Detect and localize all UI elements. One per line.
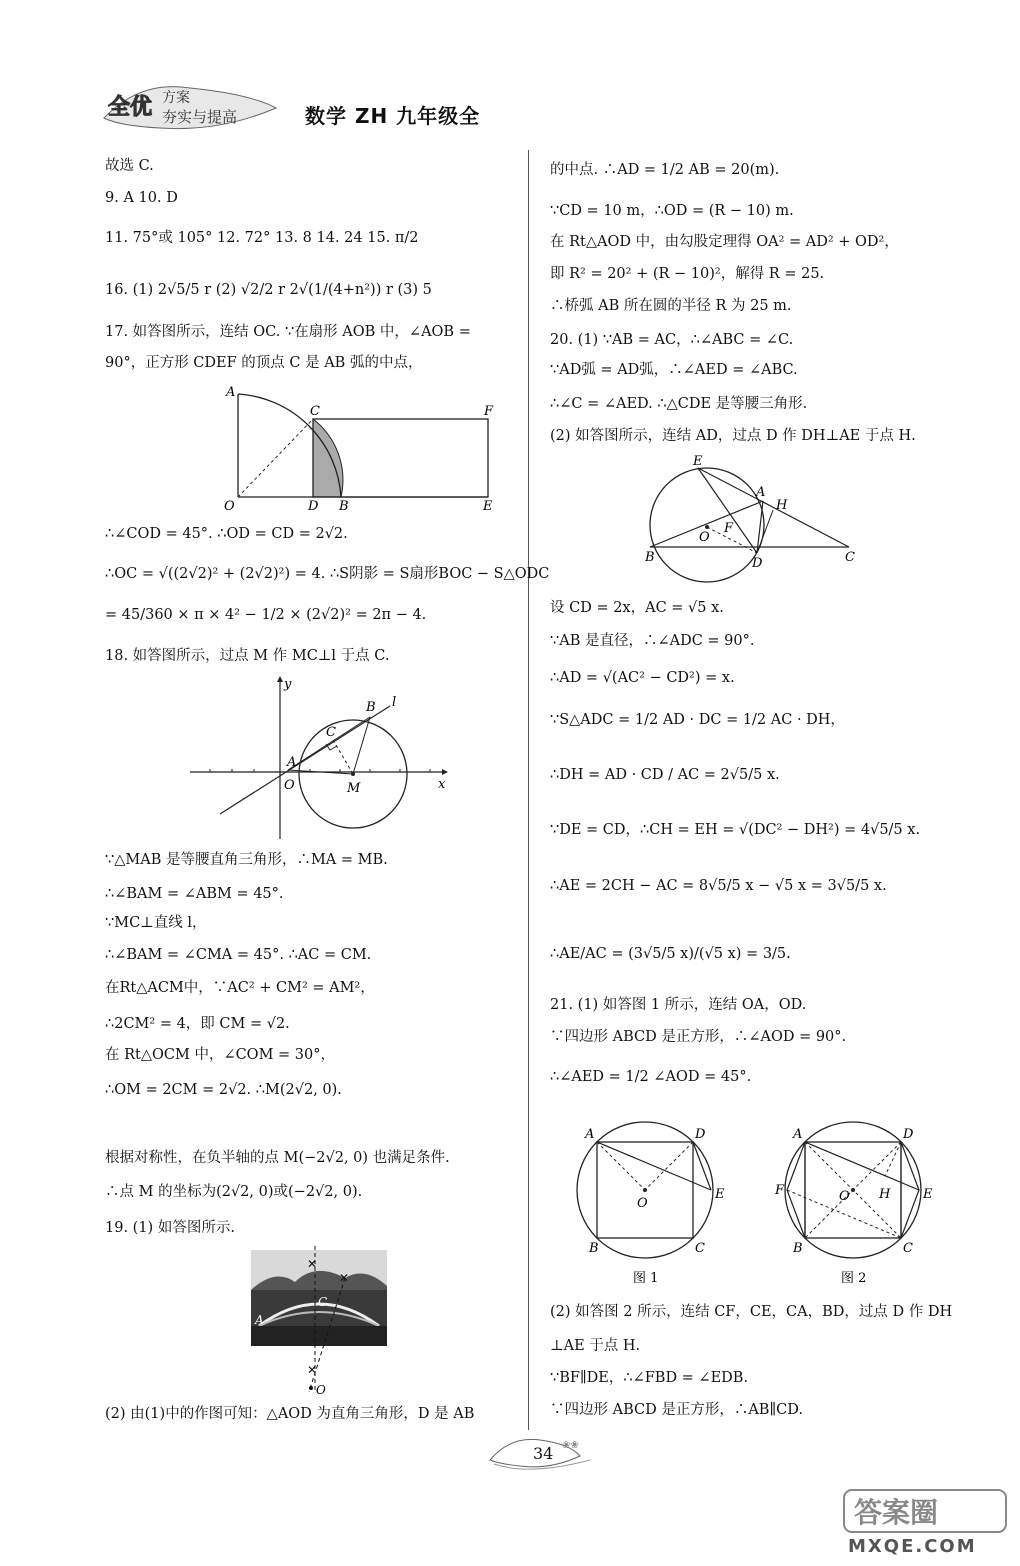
text-line: ∴OC = √((2√2)² + (2√2)²) = 4. ∴S阴影 = S扇形BOC − S△ODC	[105, 566, 550, 582]
label-A: A	[287, 755, 297, 770]
fig2-label-E: E	[923, 1187, 933, 1202]
text-line: 即 R² = 20² + (R − 10)²，解得 R = 25.	[550, 266, 825, 282]
text-line: 90°，正方形 CDEF 的顶点 C 是 AB 弧的中点，	[105, 355, 423, 371]
label-C: C	[326, 725, 336, 740]
label-O: O	[224, 499, 235, 512]
text-line: 在 Rt△AOD 中，由勾股定理得 OA² = AD² + OD²，	[550, 234, 899, 250]
text-line: ∵AB 是直径，∴∠ADC = 90°.	[550, 633, 755, 649]
label-H: H	[776, 498, 788, 513]
text-line: ∴∠BAM = ∠CMA = 45°. ∴AC = CM.	[105, 947, 372, 963]
text-line: 9. A 10. D	[105, 190, 178, 206]
text-line: (2) 如答图所示，连结 AD，过点 D 作 DH⊥AE 于点 H.	[550, 428, 916, 444]
label-O: O	[316, 1383, 326, 1397]
text-line: ∵CD = 10 m，∴OD = (R − 10) m.	[550, 203, 794, 219]
text-line: 20. (1) ∵AB = AC，∴∠ABC = ∠C.	[550, 332, 794, 348]
text-line: ∴AE/AC = (3√5/5 x)/(√5 x) = 3/5.	[550, 946, 791, 962]
text-line: ∴AD = √(AC² − CD²) = x.	[550, 670, 735, 686]
label-O: O	[699, 530, 710, 545]
text-line: ∴∠COD = 45°. ∴OD = CD = 2√2.	[105, 526, 348, 542]
fig1-label-D: D	[695, 1127, 706, 1142]
label-y: y	[284, 677, 292, 692]
text-line: ∴点 M 的坐标为(2√2, 0)或(−2√2, 0).	[105, 1184, 363, 1200]
text-line: (2) 如答图 2 所示，连结 CF，CE，CA，BD，过点 D 作 DH	[550, 1304, 953, 1320]
label-D: D	[308, 499, 319, 512]
fig1-caption: 图 1	[633, 1271, 659, 1286]
text-line: 根据对称性，在负半轴的点 M(−2√2, 0) 也满足条件.	[105, 1150, 450, 1166]
text-line: 21. (1) 如答图 1 所示，连结 OA，OD.	[550, 997, 807, 1013]
text-line: 在 Rt△OCM 中，∠COM = 30°，	[105, 1047, 335, 1063]
label-F: F	[484, 404, 494, 419]
svg-text:✕: ✕	[307, 1363, 318, 1377]
text-line: 11. 75°或 105° 12. 72° 13. 8 14. 24 15. π/2	[105, 230, 419, 246]
text-line: 18. 如答图所示，过点 M 作 MC⊥l 于点 C.	[105, 648, 390, 664]
label-B: B	[339, 499, 349, 512]
text-line: 19. (1) 如答图所示.	[105, 1220, 235, 1236]
svg-text:夯实与提高: 夯实与提高	[162, 108, 238, 126]
label-A: A	[255, 1313, 264, 1327]
text-line: (2) 由(1)中的作图可知：△AOD 为直角三角形，D 是 AB	[105, 1406, 475, 1422]
fig2-caption: 图 2	[841, 1271, 867, 1286]
text-line: ∵BF∥DE，∴∠FBD = ∠EDB.	[550, 1370, 749, 1386]
svg-text:❀❀: ❀❀	[562, 1440, 579, 1451]
text-line: 故选 C.	[105, 158, 154, 174]
fig1-label-O: O	[637, 1196, 648, 1211]
text-line: ∴∠BAM = ∠ABM = 45°.	[105, 886, 284, 902]
watermark-text: MXQE.COM	[848, 1536, 977, 1557]
text-line: ∵四边形 ABCD 是正方形，∴AB∥CD.	[550, 1402, 803, 1418]
fig2-label-A: A	[793, 1127, 803, 1142]
label-x: x	[438, 777, 446, 792]
text-line: ∵DE = CD，∴CH = EH = √(DC² − DH²) = 4√5/5 x.	[550, 822, 921, 838]
label-E: E	[483, 499, 493, 512]
fig1-label-E: E	[715, 1187, 725, 1202]
text-line: ∴OM = 2CM = 2√2. ∴M(2√2, 0).	[105, 1082, 342, 1098]
text-line: 16. (1) 2√5/5 r (2) √2/2 r 2√(1/(4+n²)) r (3) 5	[105, 282, 432, 298]
label-M: M	[347, 781, 361, 796]
fig1-label-C: C	[695, 1241, 705, 1256]
text-line: ∵AD弧 = AD弧，∴∠AED = ∠ABC.	[550, 362, 798, 378]
column-divider	[528, 150, 529, 1430]
fig1-label-A: A	[585, 1127, 595, 1142]
label-C: C	[845, 550, 855, 565]
text-line: ⊥AE 于点 H.	[550, 1338, 641, 1354]
svg-text:✕: ✕	[339, 1271, 350, 1285]
text-line: ∴2CM² = 4，即 CM = √2.	[105, 1016, 290, 1032]
label-D: D	[752, 556, 763, 571]
text-line: ∴DH = AD · CD / AC = 2√5/5 x.	[550, 767, 780, 783]
svg-text:答案圈: 答案圈	[854, 1496, 939, 1529]
label-l: l	[392, 695, 397, 710]
text-line: 设 CD = 2x，AC = √5 x.	[550, 600, 724, 616]
text-line: ∴桥弧 AB 所在圆的半径 R 为 25 m.	[550, 298, 792, 314]
figure-18	[180, 674, 450, 844]
logo-icon	[100, 78, 280, 132]
page-title: 数学 ZH 九年级全	[305, 104, 481, 128]
text-line: 的中点. ∴AD = 1/2 AB = 20(m).	[550, 162, 780, 178]
fig2-label-F: F	[775, 1183, 785, 1198]
figure-17	[220, 382, 510, 512]
text-line: ∴AE = 2CH − AC = 8√5/5 x − √5 x = 3√5/5 x.	[550, 878, 887, 894]
text-line: = 45/360 × π × 4² − 1/2 × (2√2)² = 2π − 4.	[105, 607, 427, 623]
figure-19	[245, 1242, 405, 1402]
fig2-label-O: O	[839, 1189, 850, 1204]
label-A: A	[226, 385, 236, 400]
fig2-label-C: C	[903, 1241, 913, 1256]
text-line: 17. 如答图所示，连结 OC. ∵在扇形 AOB 中，∠AOB =	[105, 324, 471, 340]
label-C: C	[318, 1295, 328, 1309]
shaded-region	[313, 419, 343, 497]
text-line: ∵MC⊥直线 l，	[105, 915, 207, 931]
label-F: F	[724, 521, 734, 536]
label-E: E	[693, 455, 703, 469]
label-B: B	[366, 700, 376, 715]
label-C: C	[310, 404, 320, 419]
figure-20	[645, 455, 965, 590]
fig2-label-D: D	[903, 1127, 914, 1142]
label-B: B	[645, 550, 655, 565]
fig2-label-B: B	[793, 1241, 803, 1256]
figure-21	[575, 1110, 955, 1295]
text-line: ∴∠C = ∠AED. ∴△CDE 是等腰三角形.	[550, 396, 808, 412]
label-A: A	[756, 485, 766, 500]
text-line: 在Rt△ACM中，∵AC² + CM² = AM²，	[105, 980, 375, 996]
label-O: O	[284, 778, 295, 793]
svg-text:✕: ✕	[307, 1257, 318, 1271]
text-line: ∵S△ADC = 1/2 AD · DC = 1/2 AC · DH，	[550, 712, 845, 728]
text-line: ∵△MAB 是等腰直角三角形，∴MA = MB.	[105, 852, 388, 868]
svg-text:全优: 全优	[108, 95, 153, 120]
text-line: ∴∠AED = 1/2 ∠AOD = 45°.	[550, 1069, 752, 1085]
fig1-label-B: B	[589, 1241, 599, 1256]
text-line: ∵四边形 ABCD 是正方形，∴∠AOD = 90°.	[550, 1029, 847, 1045]
page-number: 34	[533, 1444, 554, 1463]
fig2-label-H: H	[879, 1187, 891, 1202]
page-header	[100, 78, 520, 138]
svg-text:方案: 方案	[162, 90, 190, 106]
